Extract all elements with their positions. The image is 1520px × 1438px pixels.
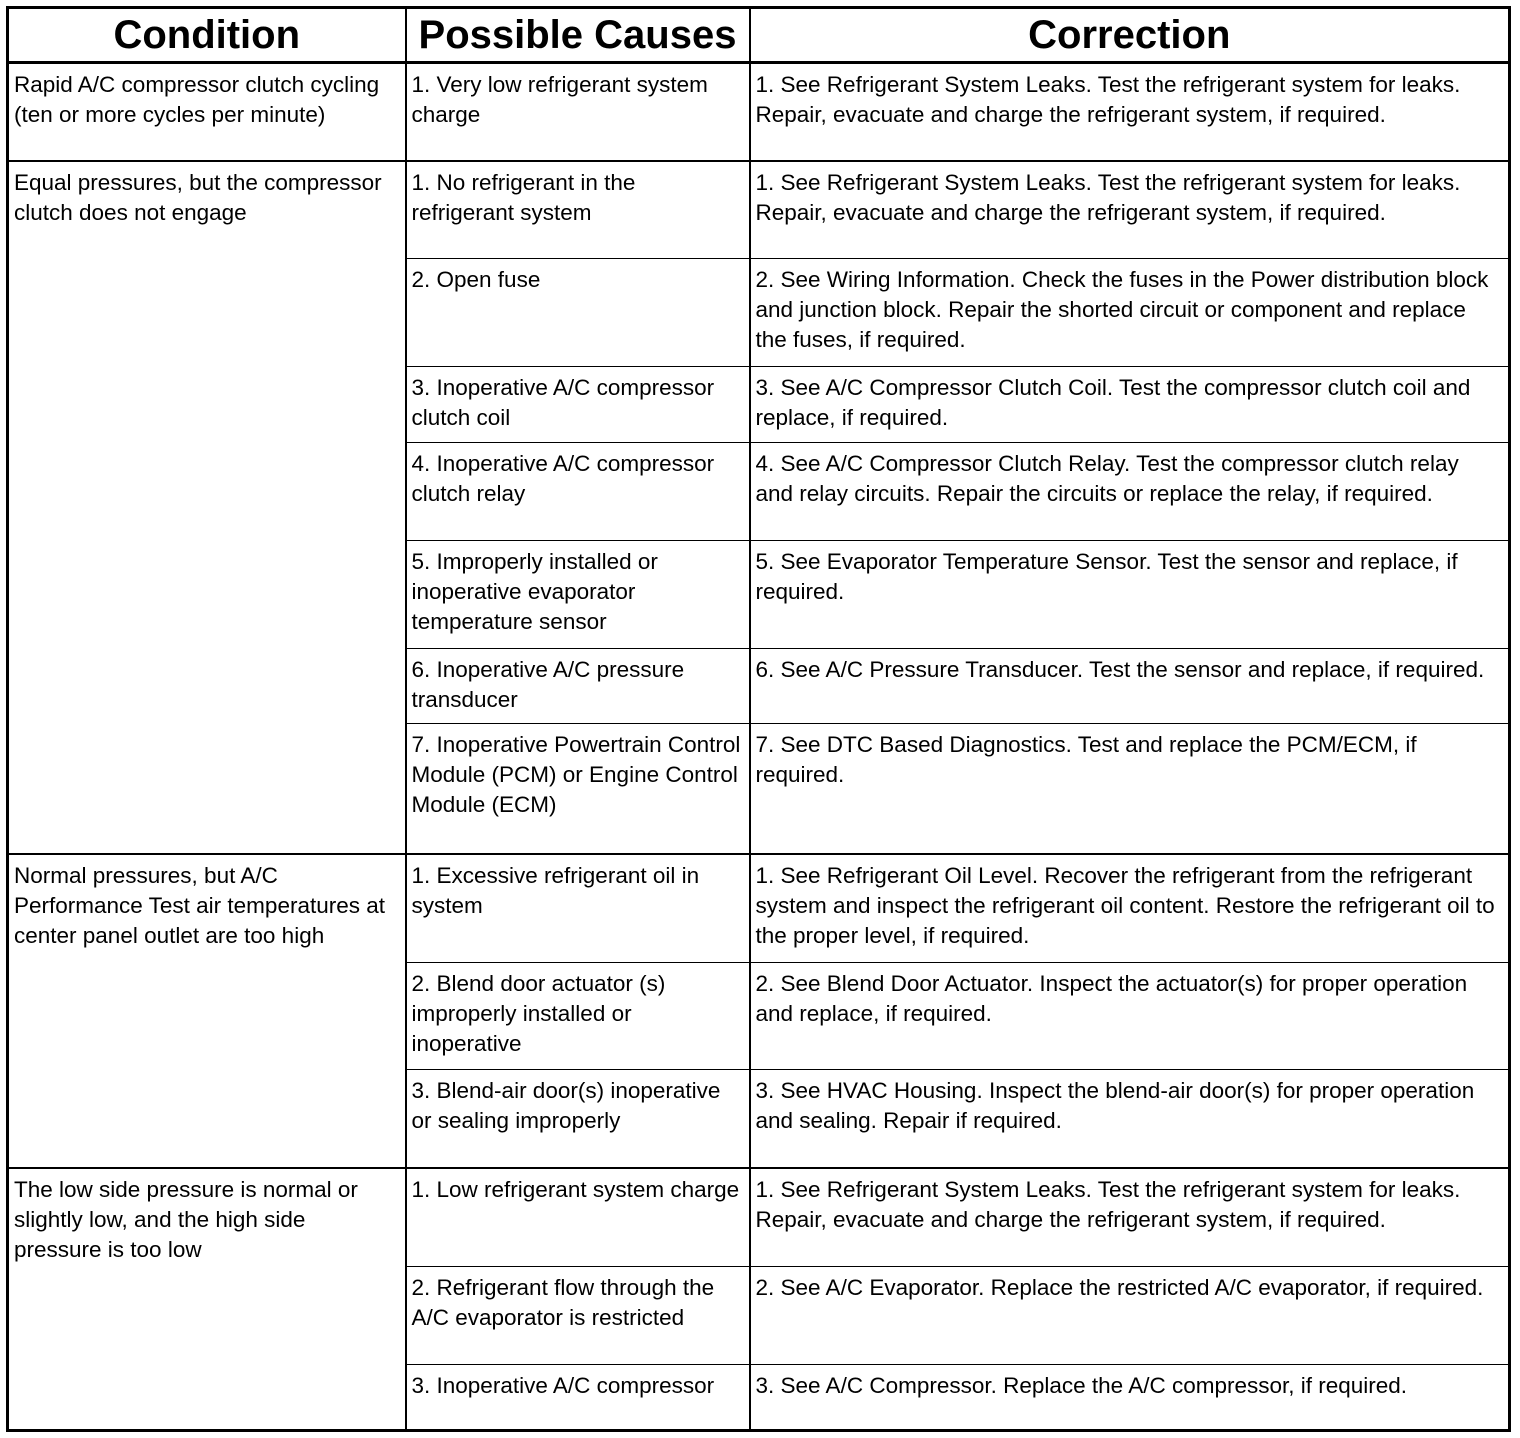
header-correction: Correction	[750, 8, 1510, 63]
correction-cell: 1. See Refrigerant Oil Level. Recover the refrigerant from the refrigerant system and inspect the refrigerant oil content. Restore the refrigerant oil to the proper level, if required.	[750, 854, 1510, 962]
cause-cell: 3. Inoperative A/C compressor	[406, 1364, 750, 1430]
correction-cell: 3. See A/C Compressor. Replace the A/C compressor, if required.	[750, 1364, 1510, 1430]
cause-cell: 2. Open fuse	[406, 259, 750, 367]
correction-cell: 7. See DTC Based Diagnostics. Test and replace the PCM/ECM, if required.	[750, 724, 1510, 854]
cause-cell: 1. Excessive refrigerant oil in system	[406, 854, 750, 962]
cause-cell: 4. Inoperative A/C compressor clutch relay	[406, 442, 750, 540]
header-row	[8, 8, 1510, 63]
cause-cell: 7. Inoperative Powertrain Control Module (PCM) or Engine Control Module (ECM)	[406, 724, 750, 854]
correction-cell: 3. See A/C Compressor Clutch Coil. Test the compressor clutch coil and replace, if required.	[750, 366, 1510, 442]
condition-cell: Normal pressures, but A/C Performance Test air temperatures at center panel outlet are too high	[8, 854, 406, 1168]
cause-cell: 1. Low refrigerant system charge	[406, 1168, 750, 1266]
correction-cell: 6. See A/C Pressure Transducer. Test the sensor and replace, if required.	[750, 648, 1510, 724]
cause-cell: 2. Refrigerant flow through the A/C evaporator is restricted	[406, 1266, 750, 1364]
correction-cell: 5. See Evaporator Temperature Sensor. Test the sensor and replace, if required.	[750, 540, 1510, 648]
table-row	[8, 161, 1510, 259]
cause-cell: 6. Inoperative A/C pressure transducer	[406, 648, 750, 724]
cause-cell: 3. Inoperative A/C compressor clutch coil	[406, 366, 750, 442]
header-condition: Condition	[8, 8, 406, 63]
correction-cell: 3. See HVAC Housing. Inspect the blend-air door(s) for proper operation and sealing. Repair if required.	[750, 1070, 1510, 1168]
diagnosis-table	[6, 6, 1511, 1432]
condition-cell: The low side pressure is normal or slightly low, and the high side pressure is too low	[8, 1168, 406, 1431]
condition-cell: Equal pressures, but the compressor clutch does not engage	[8, 161, 406, 854]
cause-cell: 2. Blend door actuator (s) improperly installed or inoperative	[406, 962, 750, 1070]
table-row	[8, 854, 1510, 962]
table-row	[8, 1168, 1510, 1266]
cause-cell: 5. Improperly installed or inoperative evaporator temperature sensor	[406, 540, 750, 648]
correction-cell: 1. See Refrigerant System Leaks. Test the refrigerant system for leaks. Repair, evacuate and charge the refrigerant system, if required.	[750, 63, 1510, 161]
correction-cell: 2. See Wiring Information. Check the fuses in the Power distribution block and junction block. Repair the shorted circuit or component and replace the fuses, if required.	[750, 259, 1510, 367]
condition-cell: Rapid A/C compressor clutch cycling (ten or more cycles per minute)	[8, 63, 406, 161]
cause-cell: 3. Blend-air door(s) inoperative or sealing improperly	[406, 1070, 750, 1168]
header-possible-causes: Possible Causes	[406, 8, 750, 63]
correction-cell: 1. See Refrigerant System Leaks. Test the refrigerant system for leaks. Repair, evacuate and charge the refrigerant system, if required.	[750, 1168, 1510, 1266]
correction-cell: 4. See A/C Compressor Clutch Relay. Test the compressor clutch relay and relay circuits. Repair the circuits or replace the relay, if required.	[750, 442, 1510, 540]
table-row	[8, 63, 1510, 161]
cause-cell: 1. No refrigerant in the refrigerant system	[406, 161, 750, 259]
correction-cell: 2. See Blend Door Actuator. Inspect the actuator(s) for proper operation and replace, if required.	[750, 962, 1510, 1070]
correction-cell: 2. See A/C Evaporator. Replace the restricted A/C evaporator, if required.	[750, 1266, 1510, 1364]
cause-cell: 1. Very low refrigerant system charge	[406, 63, 750, 161]
correction-cell: 1. See Refrigerant System Leaks. Test the refrigerant system for leaks. Repair, evacuate and charge the refrigerant system, if required.	[750, 161, 1510, 259]
